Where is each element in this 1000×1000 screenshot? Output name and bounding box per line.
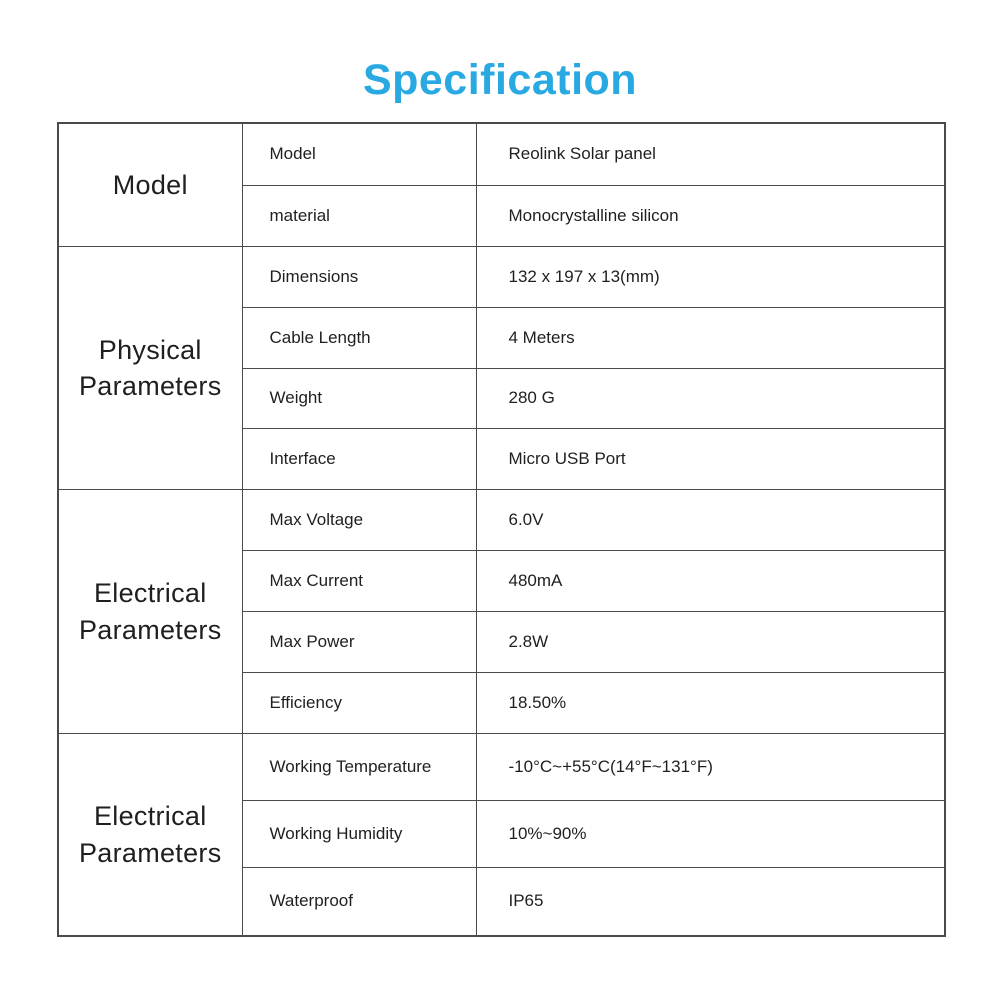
param-cell: Interface xyxy=(242,429,476,490)
value-cell: Micro USB Port xyxy=(476,429,945,490)
param-cell: Max Power xyxy=(242,612,476,673)
section-label-electrical: Electrical Parameters xyxy=(58,490,242,734)
param-cell: Max Current xyxy=(242,551,476,612)
param-cell: Working Temperature xyxy=(242,734,476,801)
param-cell: material xyxy=(242,185,476,246)
section-label-physical: Physical Parameters xyxy=(58,246,242,490)
param-cell: Model xyxy=(242,123,476,185)
table-row xyxy=(58,123,945,185)
param-cell: Max Voltage xyxy=(242,490,476,551)
value-cell: 2.8W xyxy=(476,612,945,673)
section-label-model: Model xyxy=(58,123,242,246)
value-cell: 132 x 197 x 13(mm) xyxy=(476,246,945,307)
table-row xyxy=(58,734,945,801)
value-cell: Monocrystalline silicon xyxy=(476,185,945,246)
param-cell: Efficiency xyxy=(242,673,476,734)
table-row xyxy=(58,490,945,551)
table-row xyxy=(58,246,945,307)
value-cell: -10°C~+55°C(14°F~131°F) xyxy=(476,734,945,801)
value-cell: 6.0V xyxy=(476,490,945,551)
param-cell: Cable Length xyxy=(242,307,476,368)
page-title: Specification xyxy=(362,56,638,104)
value-cell: 280 G xyxy=(476,368,945,429)
value-cell: 4 Meters xyxy=(476,307,945,368)
value-cell: 10%~90% xyxy=(476,800,945,867)
section-label-electrical-2: Electrical Parameters xyxy=(58,734,242,936)
param-cell: Dimensions xyxy=(242,246,476,307)
value-cell: Reolink Solar panel xyxy=(476,123,945,185)
value-cell: IP65 xyxy=(476,867,945,936)
value-cell: 18.50% xyxy=(476,673,945,734)
value-cell: 480mA xyxy=(476,551,945,612)
specification-table xyxy=(57,122,946,937)
param-cell: Waterproof xyxy=(242,867,476,936)
param-cell: Weight xyxy=(242,368,476,429)
param-cell: Working Humidity xyxy=(242,800,476,867)
